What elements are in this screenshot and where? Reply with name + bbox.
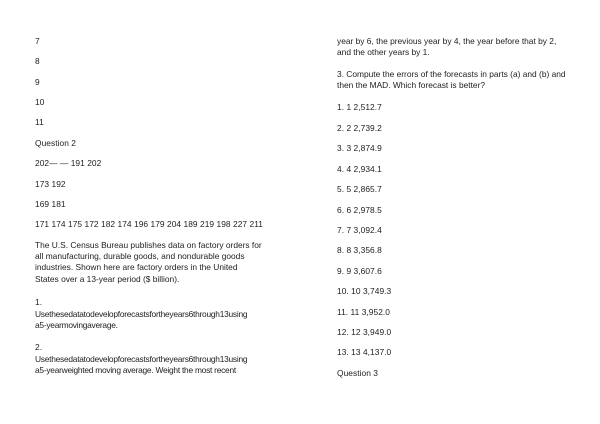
table-row: 11. 11 3,952.0: [337, 307, 391, 317]
intro-paragraph: [35, 240, 262, 285]
table-row: 13. 13 4,137.0: [337, 347, 392, 357]
item-2-line: a5-yearweighted moving average. Weight the most recent: [35, 365, 236, 376]
question-3-heading: Question 3: [337, 368, 379, 378]
table-row: 1. 1 2,512.7: [337, 102, 382, 112]
table-row: 12. 12 3,949.0: [337, 327, 392, 337]
continuation-line: year by 6, the previous year by 4, the year before that by 2,: [337, 36, 557, 46]
intro-line: all manufacturing, durable goods, and nondurable goods: [35, 251, 245, 262]
table-row: 4. 4 2,934.1: [337, 164, 382, 174]
list-number: 7: [35, 36, 40, 46]
item-2-continuation: [337, 36, 556, 58]
data-row: 202— — 191 202: [35, 158, 102, 168]
item-3-line: 3. Compute the errors of the forecasts in parts (a) and (b) and: [337, 69, 566, 79]
item-1-number: 1.: [35, 297, 43, 307]
data-row: 171 174 175 172 182 174 196 179 204 189 219 198 227 211: [35, 219, 264, 229]
table-row: 5. 5 2,865.7: [337, 184, 382, 194]
item-2-text: [35, 354, 247, 376]
intro-line: States over a 13-year period ($ billion).: [35, 273, 180, 284]
table-row: 8. 8 3,356.8: [337, 245, 382, 255]
item-3-line: then the MAD. Which forecast is better?: [337, 80, 486, 91]
list-number: 11: [35, 117, 44, 127]
table-row: 2. 2 2,739.2: [337, 123, 382, 133]
item-1-line: a5-yearmovingaverage.: [35, 320, 118, 331]
table-row: 6. 6 2,978.5: [337, 205, 382, 215]
item-3-text: [337, 69, 566, 91]
table-row: 10. 10 3,749.3: [337, 286, 392, 296]
intro-line: The U.S. Census Bureau publishes data on factory orders for: [35, 240, 262, 250]
list-number: 9: [35, 77, 40, 87]
data-row: 169 181: [35, 199, 66, 209]
item-2-number: 2.: [35, 342, 43, 352]
list-number: 8: [35, 56, 40, 66]
table-row: 3. 3 2,874.9: [337, 143, 382, 153]
continuation-line: and the other years by 1.: [337, 47, 430, 58]
table-row: 7. 7 3,092.4: [337, 225, 382, 235]
question-2-heading: Question 2: [35, 138, 77, 148]
intro-line: industries. Shown here are factory orders in the United: [35, 262, 238, 273]
table-row: 9. 9 3,607.6: [337, 266, 382, 276]
item-1-text: [35, 309, 247, 331]
item-2-line: Usethesedatatodevelopforecastsfortheyears6through13using: [35, 354, 248, 364]
list-number: 10: [35, 97, 45, 107]
item-1-line: Usethesedatatodevelopforecastsfortheyears6through13using: [35, 309, 248, 319]
data-row: 173 192: [35, 179, 66, 189]
